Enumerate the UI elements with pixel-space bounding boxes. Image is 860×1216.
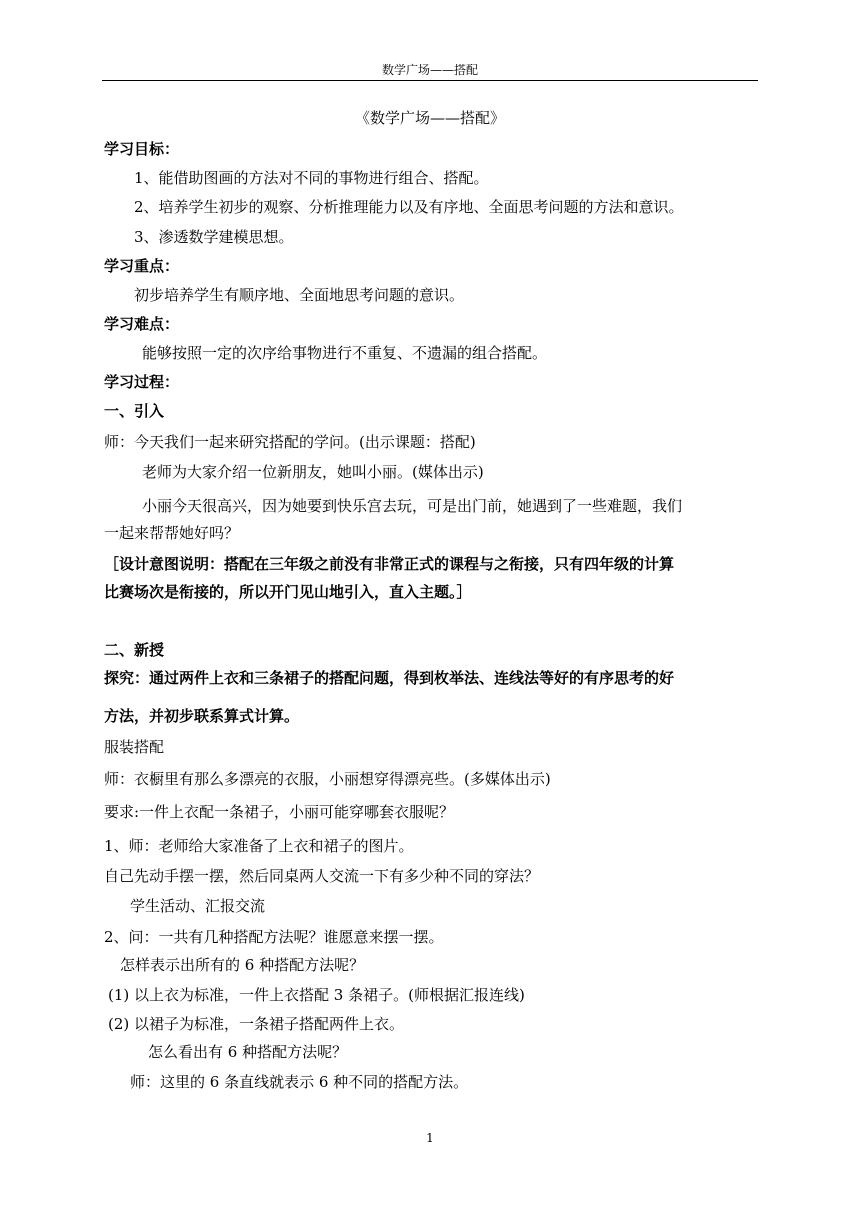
focus-text: 初步培养学生有顺序地、全面地思考问题的意识。 — [134, 286, 465, 304]
step-1-detail: 自己先动手摆一摆，然后同桌两人交流一下有多少种不同的穿法？ — [104, 867, 540, 885]
goal-1: 1、能借助图画的方法对不同的事物进行组合、搭配。 — [134, 169, 489, 187]
teacher-line-1: 师：衣橱里有那么多漂亮的衣服，小丽想穿得漂亮些。(多媒体出示) — [104, 770, 551, 788]
method-2: (2) 以裙子为标准，一条裙子搭配两件上衣。 — [108, 1015, 405, 1033]
intro-line-1: 师：今天我们一起来研究搭配的学问。(出示课题：搭配) — [104, 433, 476, 451]
document-title: 《数学广场——搭配》 — [354, 109, 505, 127]
requirement-line: 要求:一件上衣配一条裙子，小丽可能穿哪套衣服呢？ — [104, 803, 455, 821]
heading-process: 学习过程： — [104, 373, 180, 391]
heading-difficulty: 学习难点： — [104, 315, 180, 333]
explore-line-1: 探究：通过两件上衣和三条裙子的搭配问题，得到枚举法、连线法等好的有序思考的好 — [104, 669, 675, 687]
student-activity: 学生活动、汇报交流 — [130, 897, 266, 915]
design-note-1: ［设计意图说明：搭配在三年级之前没有非常正式的课程与之衔接，只有四年级的计算 — [104, 555, 675, 573]
header-rule — [102, 80, 758, 81]
question-six: 怎么看出有 6 种搭配方法呢？ — [148, 1043, 348, 1061]
design-note-2: 比赛场次是衔接的，所以开门见山地引入，直入主题。］ — [104, 583, 472, 601]
intro-line-4: 一起来帮帮她好吗？ — [104, 524, 240, 542]
topic-clothing: 服装搭配 — [104, 738, 165, 756]
intro-line-2: 老师为大家介绍一位新朋友，她叫小丽。(媒体出示) — [142, 463, 484, 481]
section-new: 二、新授 — [104, 641, 165, 659]
page-header: 数学广场——搭配 — [381, 63, 478, 77]
method-1: (1) 以上衣为标准，一件上衣搭配 3 条裙子。(师根据汇报连线) — [108, 986, 525, 1004]
teacher-conclusion: 师：这里的 6 条直线就表示 6 种不同的搭配方法。 — [130, 1073, 469, 1091]
heading-goals: 学习目标： — [104, 140, 180, 158]
step-1: 1、师：老师给大家准备了上衣和裙子的图片。 — [104, 837, 414, 855]
goal-2: 2、培养学生初步的观察、分析推理能力以及有序地、全面思考问题的方法和意识。 — [134, 198, 684, 216]
heading-focus: 学习重点： — [104, 257, 180, 275]
step-2-question: 怎样表示出所有的 6 种搭配方法呢？ — [120, 956, 365, 974]
section-intro: 一、引入 — [104, 402, 165, 420]
difficulty-text: 能够按照一定的次序给事物进行不重复、不遗漏的组合搭配。 — [142, 344, 548, 362]
page-number: 1 — [426, 1131, 434, 1145]
explore-line-2: 方法，并初步联系算式计算。 — [104, 707, 300, 725]
step-2: 2、问：一共有几种搭配方法呢？谁愿意来摆一摆。 — [104, 928, 444, 946]
goal-3: 3、渗透数学建模思想。 — [134, 228, 294, 246]
intro-line-3: 小丽今天很高兴，因为她要到快乐宫去玩，可是出门前，她遇到了一些难题，我们 — [142, 497, 683, 515]
